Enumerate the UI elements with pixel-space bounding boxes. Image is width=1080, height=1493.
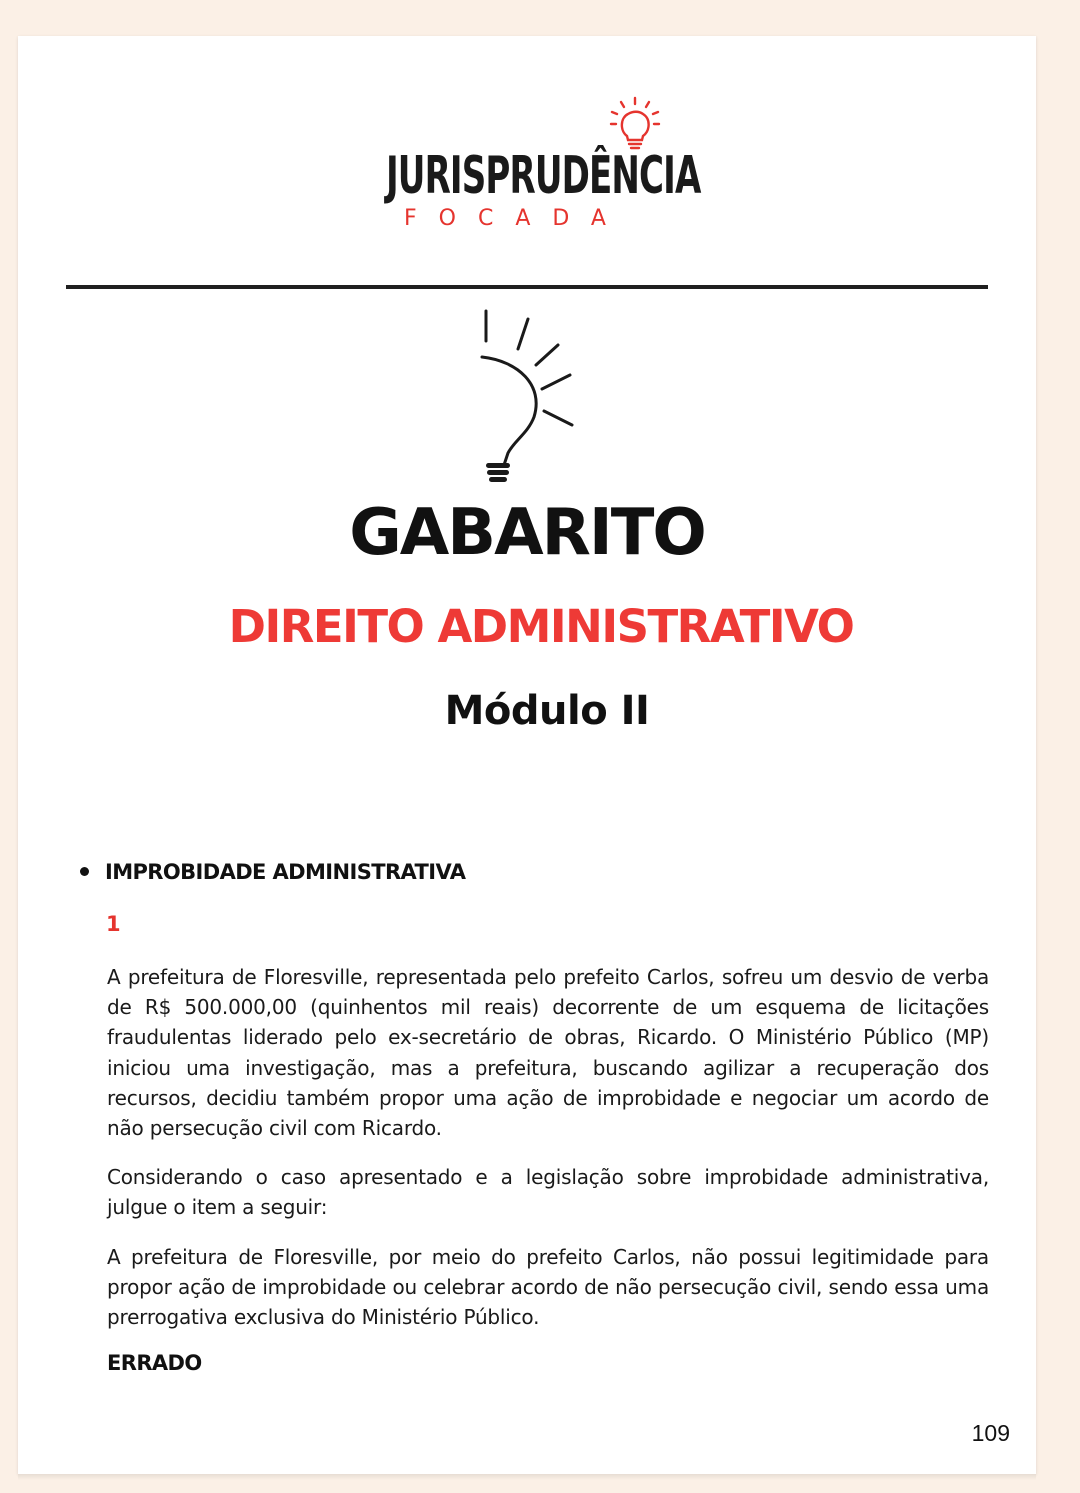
page-shadow [18,1474,1036,1480]
lightbulb-icon [470,305,590,485]
question-paragraph: Considerando o caso apresentado e a legislação sobre improbidade administrativa, julgue o item a seguir: [107,1165,989,1220]
bullet-icon [80,867,89,876]
answer-label: ERRADO [107,1351,202,1375]
question-number: 1 [106,912,121,936]
header-divider [66,285,988,289]
logo-wordmark: JURISPRUDÊNCIA [386,146,701,207]
brand-logo [368,60,701,240]
question-paragraph: A prefeitura de Floresville, por meio do prefeito Carlos, não possui legitimidade para propor ação de improbidade ou celebrar acordo de não persecução civil, sendo essa uma prerrogativa exclusiva do Ministério Público. [107,1245,989,1330]
logo-subtitle: FOCADA [404,206,628,231]
page-subtitle: DIREITO ADMINISTRATIVO [228,600,854,653]
page-title: GABARITO [349,496,705,570]
section-heading [80,860,980,884]
question-paragraph: A prefeitura de Floresville, representada pelo prefeito Carlos, sofreu um desvio de verba de R$ 500.000,00 (quinhentos mil reais) decorrente de um esquema de licitações fraudulentas liderado pelo ex-secretário de obras, Ricardo. O Ministério Público (MP) iniciou uma investigação, mas a prefeitura, buscando agilizar a recuperação dos recursos, decidiu também propor uma ação de improbidade e negociar um acordo de não persecução civil com Ricardo. [107,965,989,1141]
lightbulb-logo-icon [608,96,662,152]
page-number: 109 [971,1420,1010,1446]
section-heading-label: IMPROBIDADE ADMINISTRATIVA [105,860,466,884]
module-label: Módulo II [444,688,650,734]
